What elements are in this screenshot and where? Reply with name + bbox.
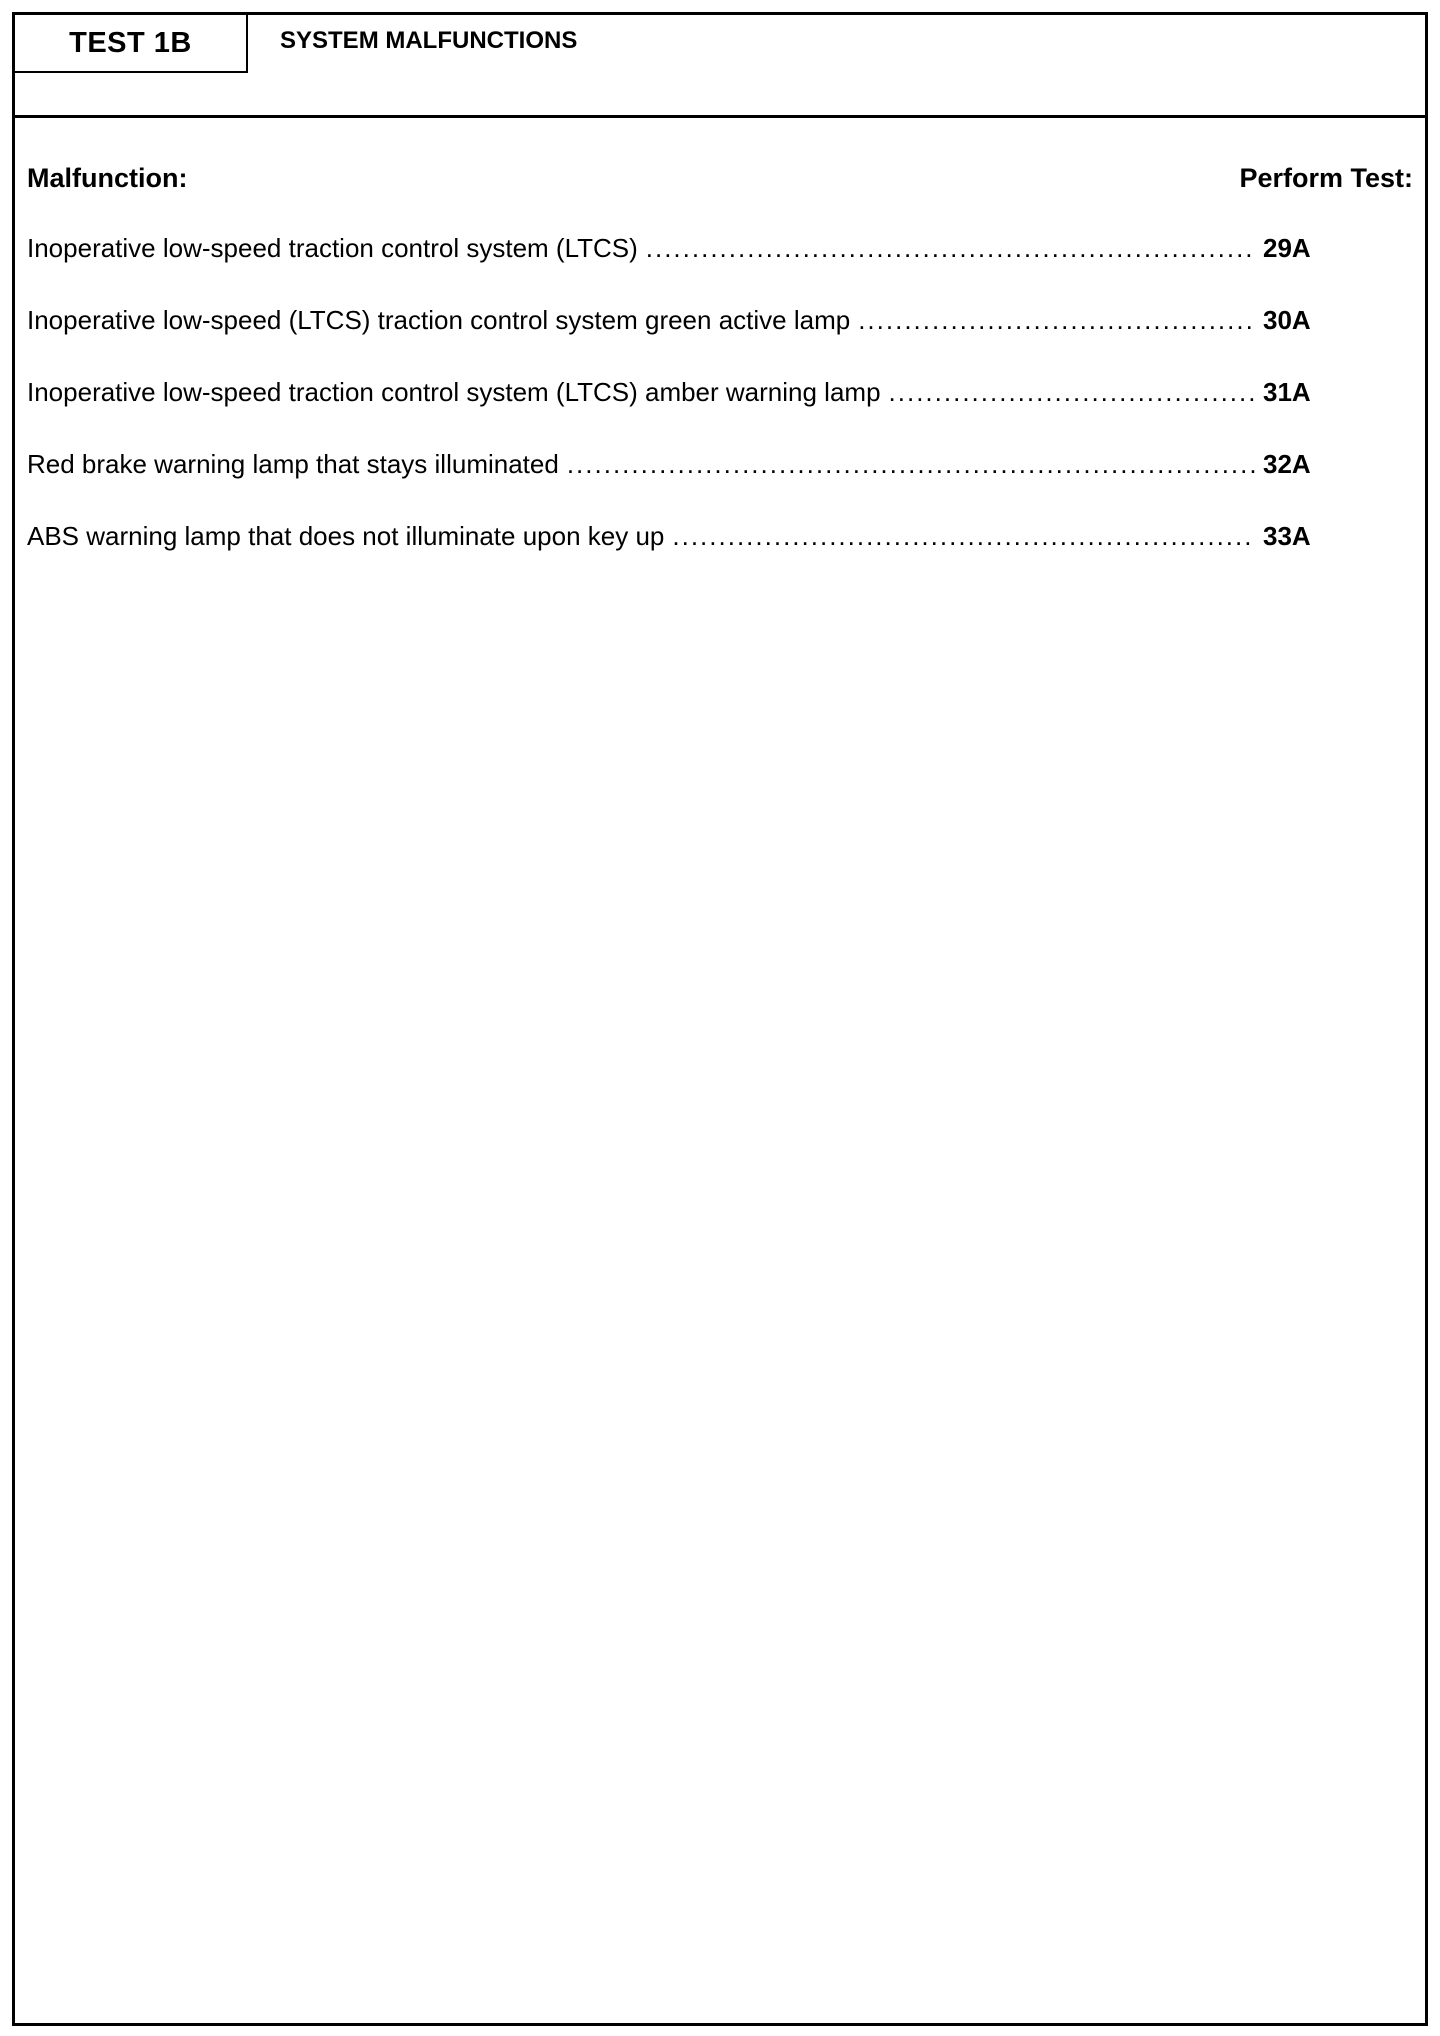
test-reference: 29A: [1263, 233, 1311, 263]
test-reference: 32A: [1263, 449, 1311, 479]
dot-leader: [646, 233, 1255, 264]
list-item: [27, 449, 1327, 521]
dot-leader: [672, 521, 1255, 552]
page-frame: [12, 12, 1428, 2026]
dot-leader: [858, 305, 1255, 336]
header-bar: [15, 15, 1425, 118]
test-reference: 30A: [1263, 305, 1311, 335]
perform-test-column-header: Perform Test:: [1239, 163, 1413, 193]
dot-leader: [567, 449, 1255, 480]
test-reference: 33A: [1263, 521, 1311, 551]
malfunction-text: Red brake warning lamp that stays illuminated: [27, 449, 559, 479]
malfunction-text: Inoperative low-speed traction control system (LTCS): [27, 233, 638, 263]
test-id: TEST 1B: [69, 26, 192, 59]
malfunction-list: [27, 233, 1327, 593]
list-item: [27, 233, 1327, 305]
malfunction-column-header: Malfunction:: [27, 163, 188, 193]
dot-leader: [889, 377, 1255, 408]
malfunction-text: ABS warning lamp that does not illuminate upon key up: [27, 521, 665, 551]
malfunction-text: Inoperative low-speed traction control system (LTCS) amber warning lamp: [27, 377, 881, 407]
section-title: SYSTEM MALFUNCTIONS: [280, 27, 578, 54]
test-id-box: [15, 15, 248, 73]
list-item: [27, 377, 1327, 449]
test-reference: 31A: [1263, 377, 1311, 407]
list-item: [27, 521, 1327, 593]
malfunction-text: Inoperative low-speed (LTCS) traction control system green active lamp: [27, 305, 851, 335]
list-item: [27, 305, 1327, 377]
